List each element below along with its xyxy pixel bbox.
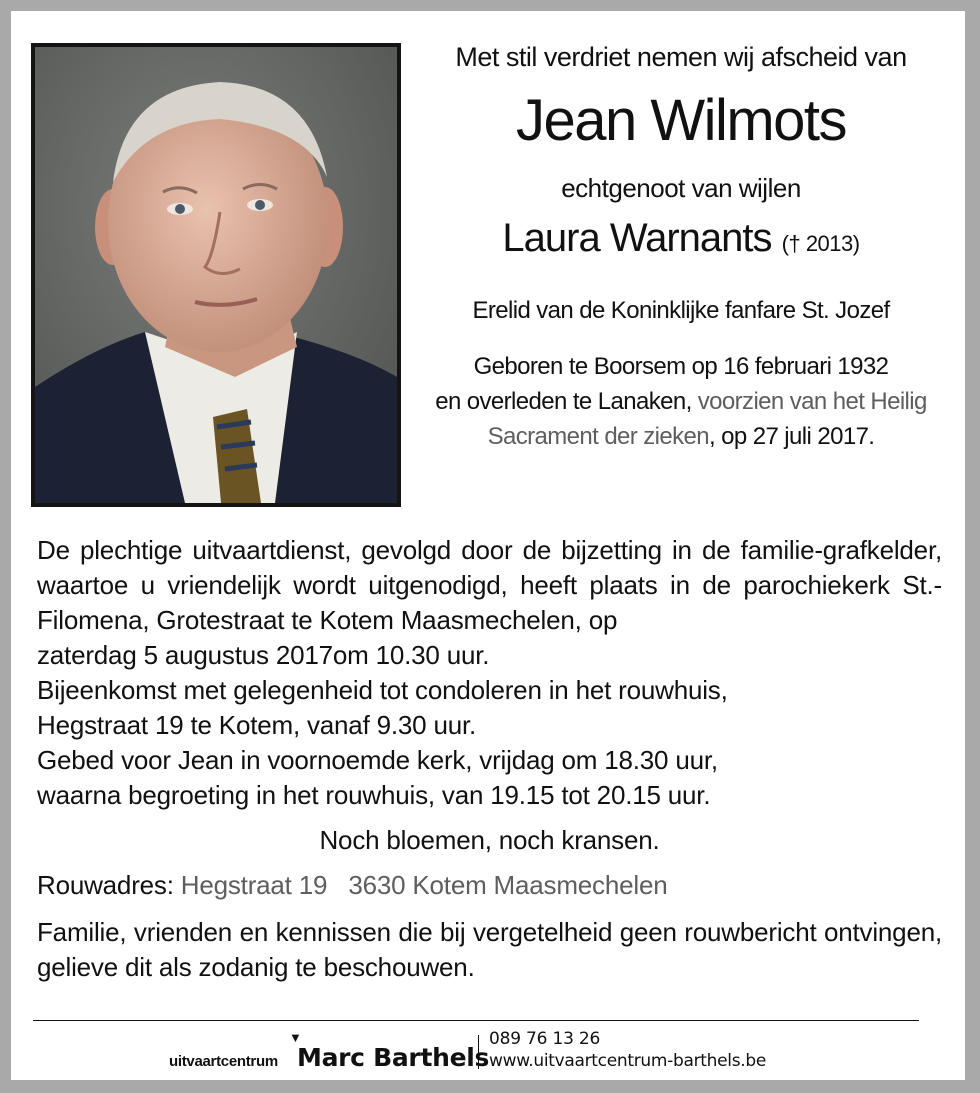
death-line-start: en overleden te Lanaken, (435, 388, 692, 415)
footer-vertical-divider (478, 1035, 479, 1069)
death-date: , op 27 juli 2017. (709, 423, 875, 450)
obituary-card (11, 11, 965, 1080)
address-city: 3630 Kotem Maasmechelen (348, 870, 668, 900)
announcement-body (37, 533, 942, 985)
address-label: Rouwadres: (37, 870, 174, 900)
prayer-line-2: waarna begroeting in het rouwhuis, van 19.15 tot 20.15 uur. (37, 780, 711, 810)
prayer-line-1: Gebed voor Jean in voornoemde kerk, vrijdag om 18.30 uur, (37, 745, 718, 775)
footer-divider-line (33, 1020, 919, 1021)
address-street: Hegstraat 19 (180, 870, 328, 900)
mourning-address (37, 868, 942, 903)
birth-line: Geboren te Boorsem op 16 februari 1932 (473, 353, 889, 380)
closing-note: Familie, vrienden en kennissen die bij vergetelheid geen rouwbericht ontvingen, gelieve dit als zodanig te beschouwen. (37, 917, 942, 982)
flowers-note: Noch bloemen, noch kransen. (319, 825, 660, 855)
brand-prefix: uitvaartcentrum (169, 1053, 278, 1070)
spouse-death-note: († 2013) (781, 231, 860, 256)
service-paragraph: De plechtige uitvaartdienst, gevolgd door de bijzetting in de familie-grafkelder, waartoe u vriendelijk wordt uitgenodigd, heeft plaats in de parochiekerk St.-Filomena, Grotestraat te Kotem Maasmechelen, op (37, 535, 942, 635)
spouse-line (411, 213, 951, 269)
gathering-line-1: Bijeenkomst met gelegenheid tot condoleren in het rouwhuis, (37, 675, 728, 705)
triangle-down-icon: ▼ (289, 1030, 302, 1045)
portrait-photo (31, 43, 401, 507)
website-link[interactable]: www.uitvaartcentrum-barthels.be (489, 1051, 767, 1071)
spouse-name: Laura Warnants (502, 216, 772, 260)
funeral-home-footer (169, 1029, 809, 1077)
service-date: zaterdag 5 augustus 2017om 10.30 uur. (37, 640, 490, 670)
gathering-line-2: Hegstraat 19 te Kotem, vanaf 9.30 uur. (37, 710, 477, 740)
spouse-intro: echtgenoot van wijlen (561, 173, 801, 203)
birth-death-block (411, 349, 951, 454)
death-date-line (411, 419, 951, 454)
phone-number: 089 76 13 26 (489, 1029, 601, 1049)
portrait-illustration (35, 47, 397, 503)
brand-name: Marc Barthels (297, 1043, 490, 1072)
deceased-name: Jean Wilmots (515, 88, 847, 153)
sacrament-text-2: Sacrament der zieken (487, 423, 710, 450)
intro-text: Met stil verdriet nemen wij afscheid van (455, 42, 907, 72)
honor-text: Erelid van de Koninklijke fanfare St. Jozef (472, 297, 890, 324)
header-block (411, 39, 951, 454)
death-line (411, 384, 951, 419)
sacrament-text-1: voorzien van het Heilig (697, 388, 927, 415)
